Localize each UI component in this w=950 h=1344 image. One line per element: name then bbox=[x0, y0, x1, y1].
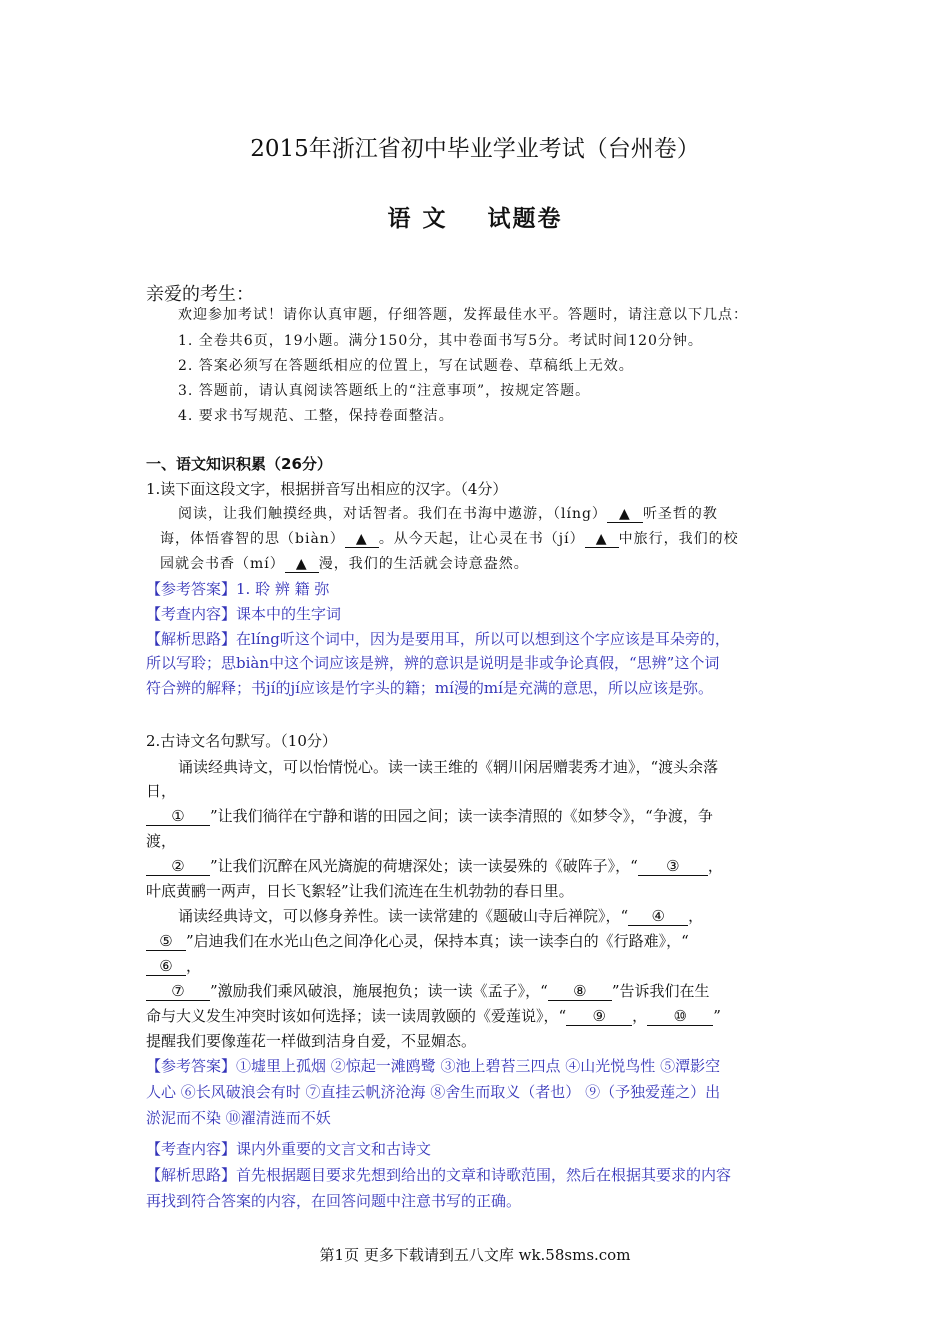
answer-blank: ③ bbox=[638, 857, 708, 876]
page-footer: 第1页 更多下载请到五八文库 wk.58sms.com bbox=[319, 1246, 631, 1264]
answer-blank bbox=[607, 506, 643, 523]
q1-passage-line: 诲，体悟睿智的思（biàn） ▲ 。从今天起，让心灵在书（jí） ▲ 中旅行，我们的校 bbox=[160, 531, 739, 547]
triangle-icon: ▲ bbox=[595, 531, 608, 547]
q1-analysis-line: 所以写聆；思biàn中这个词应该是辨，辨的意识是说明是非或争论真假，“思辨”这个词 bbox=[146, 654, 720, 672]
q2-passage-line: 命与大义发生冲突时该如何选择；读一读周敦颐的《爱莲说》，“ ⑨ ， ⑩ ” bbox=[146, 1007, 721, 1025]
answer-blank bbox=[345, 531, 379, 548]
welcome-text: 欢迎参加考试！请你认真审题，仔细答题，发挥最佳水平。答题时，请注意以下几点： bbox=[178, 307, 748, 323]
q1-analysis-line: 【解析思路】在líng听这个词中，因为是要用耳，所以可以想到这个字应该是耳朵旁的， bbox=[146, 630, 730, 648]
q2-passage-line: ⑤ ”启迪我们在水光山色之间净化心灵，保持本真；读一读李白的《行路难》，“ bbox=[146, 930, 689, 951]
q2-analysis-line: 再找到符合答案的内容，在回答问题中注意书写的正确。 bbox=[146, 1192, 522, 1210]
q2-answer-line: 淤泥而不染 ⑩濯清涟而不妖 bbox=[146, 1109, 331, 1127]
q2-analysis-line: 【解析思路】首先根据题目要求先想到给出的文章和诗歌范围，然后在根据其要求的内容 bbox=[146, 1166, 732, 1184]
paper-type: 试题卷 bbox=[487, 205, 563, 232]
answer-blank: ⑩ bbox=[647, 1007, 713, 1026]
q2-passage-line: ⑥ ， bbox=[146, 955, 201, 976]
answer-blank: ④ bbox=[628, 907, 688, 926]
triangle-icon: ▲ bbox=[295, 556, 308, 572]
answer-blank: ① bbox=[146, 807, 210, 826]
greeting: 亲爱的考生： bbox=[146, 284, 254, 305]
q1-prompt: 1.读下面这段文字，根据拼音写出相应的汉字。（4分） bbox=[146, 480, 508, 498]
q2-passage-line: ⑦ ”激励我们乘风破浪，施展抱负；读一读《孟子》，“ ⑧ ”告诉我们在生 bbox=[146, 980, 710, 1001]
answer-blank: ② bbox=[146, 857, 210, 876]
note-item: 2. 答案必须写在答题纸相应的位置上，写在试题卷、草稿纸上无效。 bbox=[178, 358, 634, 374]
q1-analysis-line: 符合辨的解释；书jí的jí应该是竹字头的籍；mí漫的mí是充满的意思，所以应该是弥。 bbox=[146, 679, 713, 697]
answer-blank bbox=[585, 531, 619, 548]
q1-content: 【考查内容】课本中的生字词 bbox=[146, 605, 342, 623]
q2-passage-line: 诵读经典诗文，可以怡情悦心。读一读王维的《辋川闲居赠裴秀才迪》，“渡头余落 bbox=[178, 758, 719, 776]
subject-name: 语 文 bbox=[387, 205, 448, 232]
q1-answer: 【参考答案】1. 聆 辨 籍 弥 bbox=[146, 580, 330, 598]
answer-blank: ⑧ bbox=[548, 982, 612, 1001]
q2-passage-line: ① ”让我们徜徉在宁静和谐的田园之间；读一读李清照的《如梦令》，“争渡，争 bbox=[146, 805, 713, 826]
note-item: 4. 要求书写规范、工整，保持卷面整洁。 bbox=[178, 408, 454, 424]
q2-prompt: 2.古诗文名句默写。（10分） bbox=[146, 732, 337, 750]
exam-title: 2015年浙江省初中毕业学业考试（台州卷） bbox=[250, 136, 700, 162]
q2-passage-line: 叶底黄鹂一两声，日长飞絮轻”让我们流连在生机勃勃的春日里。 bbox=[146, 882, 574, 900]
answer-blank: ⑤ bbox=[146, 932, 186, 951]
answer-blank: ⑥ bbox=[146, 957, 186, 976]
q2-passage-line: 渡， bbox=[146, 832, 177, 850]
q2-passage-line: 诵读经典诗文，可以修身养性。读一读常建的《题破山寺后禅院》，“ ④ ， bbox=[178, 907, 704, 925]
triangle-icon: ▲ bbox=[355, 531, 368, 547]
q1-passage-line: 园就会书香（mí） ▲ 漫，我们的生活就会诗意盎然。 bbox=[160, 556, 529, 572]
section-heading: 一、语文知识积累（26分） bbox=[146, 455, 332, 473]
q2-answer-line: 人心 ⑥长风破浪会有时 ⑦直挂云帆济沧海 ⑧舍生而取义（者也） ⑨（予独爱莲之）出 bbox=[146, 1083, 721, 1101]
exam-subtitle bbox=[0, 200, 950, 233]
answer-blank: ⑨ bbox=[566, 1007, 632, 1026]
answer-blank bbox=[285, 556, 319, 573]
note-item: 1. 全卷共6页，19小题。满分150分，其中卷面书写5分。考试时间120分钟。 bbox=[178, 333, 703, 349]
note-item: 3. 答题前，请认真阅读答题纸上的“注意事项”，按规定答题。 bbox=[178, 383, 591, 399]
q2-content: 【考查内容】课内外重要的文言文和古诗文 bbox=[146, 1140, 432, 1158]
q2-passage-line: ② ”让我们沉醉在风光旖旎的荷塘深处；读一读晏殊的《破阵子》，“ ③ ， bbox=[146, 855, 723, 876]
answer-blank: ⑦ bbox=[146, 982, 210, 1001]
triangle-icon: ▲ bbox=[619, 506, 631, 522]
q2-answer-line: 【参考答案】①墟里上孤烟 ②惊起一滩鸥鹭 ③池上碧苔三四点 ④山光悦鸟性 ⑤潭影空 bbox=[146, 1057, 721, 1075]
q1-passage-line: 阅读，让我们触摸经典，对话智者。我们在书海中遨游，（líng） ▲ 听圣哲的教 bbox=[178, 506, 718, 522]
q2-passage-line: 日， bbox=[146, 782, 177, 800]
q2-passage-line: 提醒我们要像莲花一样做到洁身自爱，不显媚态。 bbox=[146, 1032, 477, 1050]
